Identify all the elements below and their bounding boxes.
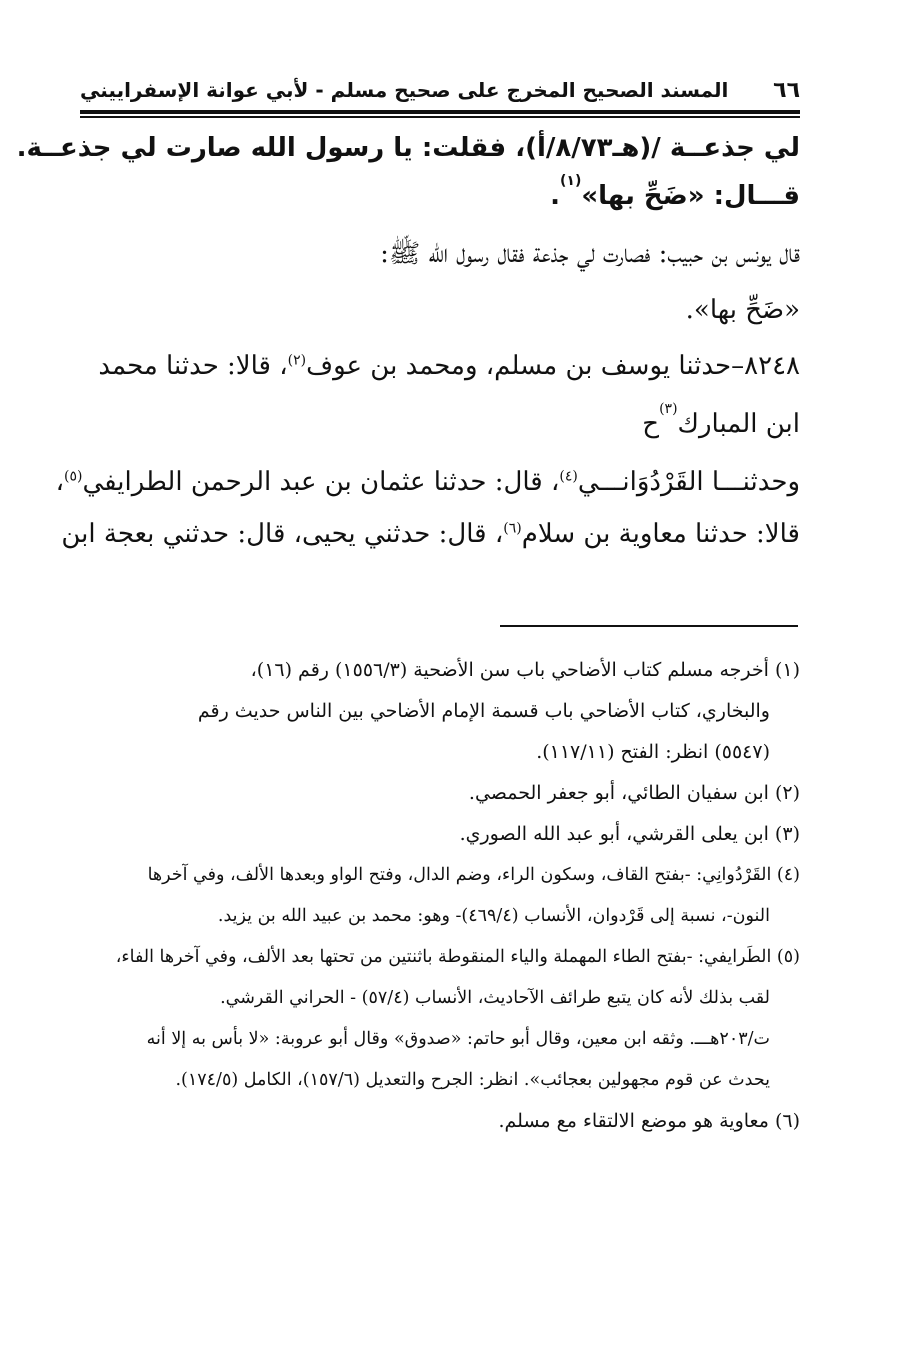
footnote-1-line-2: والبخاري، كتاب الأضاحي باب قسمة الإمام الأضاحي بين الناس حديث رقم — [197, 700, 770, 722]
footnote-4-line-1: (٤) القَرْدُوانِي: -بفتح القاف، وسكون الراء، وضم الدال، وفتح الواو وبعدها الألف، وفي آخرها — [147, 865, 800, 885]
text-line-5 — [80, 351, 800, 381]
footnote-4-line-2: النون-، نسبة إلى قَرْدوان، الأنساب (٤٦٩/٤)- وهو: محمد بن عبيد الله بن يزيد. — [217, 906, 770, 926]
main-text — [16, 125, 800, 549]
footnote-5-line-4: يحدث عن قوم مجهولين بعجائب». انظر: الجرح والتعديل (١٥٧/٦)، الكامل (١٧٤/٥). — [175, 1070, 770, 1090]
text-line-7: وحدثنـــا القَرْدُوَانـــي$^{(٤)}$، قال: حدثنا عثمان بن عبد الرحمن الطرايفي$^{(٥)}$، — [55, 467, 800, 497]
running-title: المسند الصحيح المخرج على صحيح مسلم - لأبي عوانة الإسفراييني — [80, 78, 729, 102]
footnote-ref-1: (١) — [559, 173, 582, 189]
footnote-ref-2: (٢) — [287, 352, 307, 369]
header-rule-thin — [80, 116, 800, 118]
page-number: ٦٦ — [773, 77, 800, 103]
footnote-2: (٢) ابن سفيان الطائي، أبو جعفر الحمصي. — [468, 782, 800, 804]
footnote-6: (٦) معاوية هو موضع الالتقاء مع مسلم. — [498, 1110, 800, 1132]
header-rule-thick — [80, 110, 800, 114]
text-line-3: قال يونس بن حبيب: فصارت لي جذعة فقال رسول الله ﷺ: — [380, 239, 800, 269]
footnote-ref-6: (٦) — [503, 520, 522, 537]
footnote-ref-4: (٤) — [559, 468, 578, 485]
isnad-start: ٨٢٤٨–حدثنا يوسف بن مسلم، ومحمد بن عوف$^{(٢)}$، قالا: حدثنا محمد — [98, 351, 800, 381]
footnote-separator — [500, 625, 798, 627]
text-line-4: «ضَحِّ بها». — [685, 295, 800, 325]
text-line-1: لي جذعــة /(هـ٨/٧٣/أ)، فقلت: يا رسول الله صارت لي جذعــة. — [16, 133, 800, 163]
footnote-1-line-3: (٥٥٤٧) انظر: الفتح (١١٧/١١). — [536, 741, 770, 763]
hadith-quote: قـــال: «ضَحِّ بها» — [581, 181, 800, 211]
text-line-8: قالا: حدثنا معاوية بن سلام$^{(٦)}$، قال: حدثني يحيى، قال: حدثني بعجة ابن — [61, 519, 800, 549]
footnote-ref-3: (٣) — [659, 401, 678, 417]
footnote-3: (٣) ابن يعلى القرشي، أبو عبد الله الصوري. — [459, 823, 800, 845]
footnote-5-line-3: ت/٢٠٣هـــ. وثقه ابن معين، وقال أبو حاتم: «صدوق» وقال أبو عروبة: «لا بأس به إلا أنه — [146, 1029, 770, 1049]
footnote-ref-5: (٥) — [64, 468, 83, 485]
running-header — [80, 70, 800, 110]
footnote-1-line-1: (١) أخرجه مسلم كتاب الأضاحي باب سن الأضحية (١٥٥٦/٣) رقم (١٦)، — [250, 659, 800, 681]
text-line-2 — [80, 173, 800, 211]
line-end: . — [550, 181, 560, 211]
footnote-5-line-2: لقب بذلك لأنه كان يتبع طرائف الآحاديث، الأنساب (٥٧/٤) - الحراني القرشي. — [220, 988, 770, 1008]
footnotes — [80, 650, 800, 1142]
text-line-6: ابن المبارك (٣) ح — [642, 401, 800, 439]
footnote-5-line-1: (٥) الطَرايفي: -بفتح الطاء المهملة والياء المنقوطة باثنتين من تحتها بعد الألف، وفي آخرها الفاء، — [115, 947, 800, 967]
